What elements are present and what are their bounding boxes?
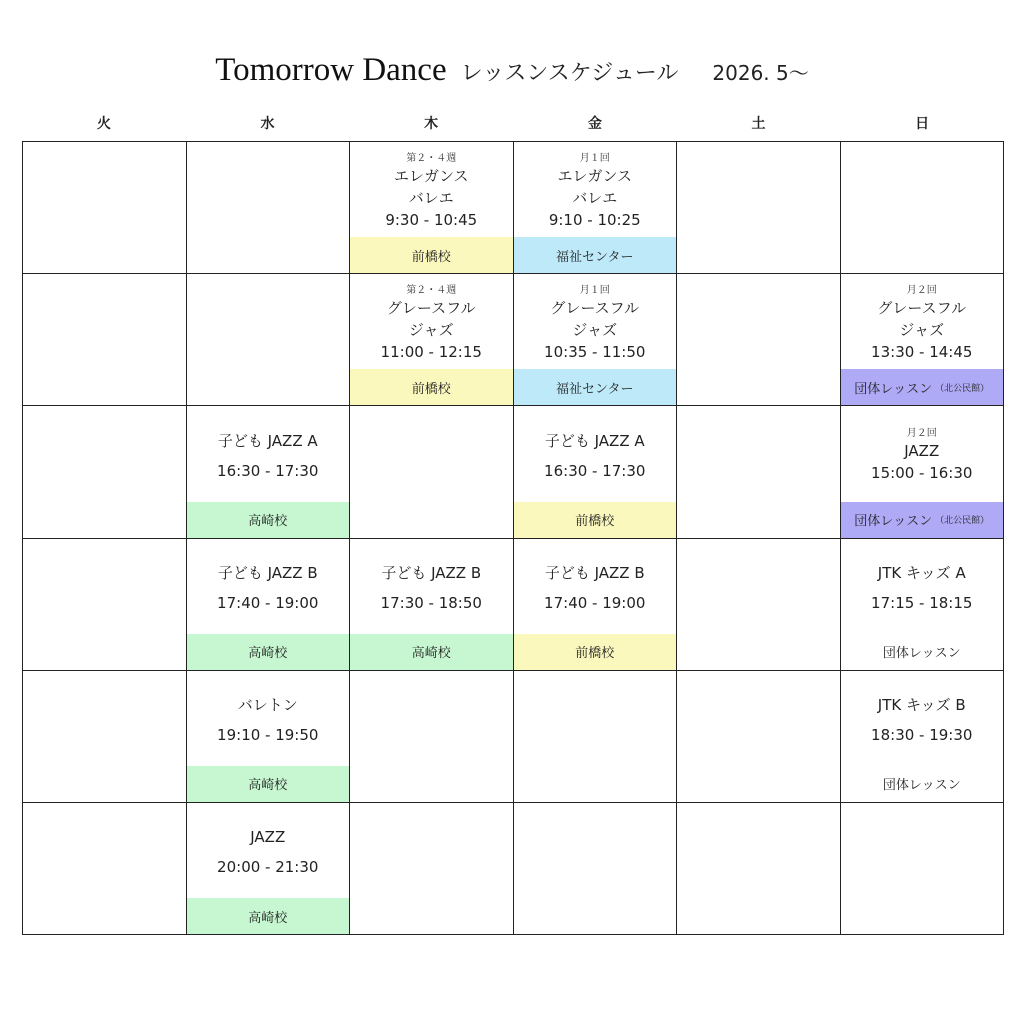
empty-schedule-cell bbox=[677, 671, 841, 803]
empty-schedule-cell bbox=[677, 539, 841, 671]
schedule-cell bbox=[187, 539, 351, 671]
location-label: 前橋校 bbox=[411, 249, 451, 265]
schedule-label: レッスンスケジュール bbox=[460, 61, 679, 86]
day-header-sun: 日 bbox=[915, 116, 930, 132]
empty-schedule-cell bbox=[23, 274, 187, 406]
lesson-name: 子ども JAZZ A bbox=[217, 431, 318, 450]
schedule-cell bbox=[514, 142, 678, 274]
schedule-cell bbox=[514, 274, 678, 406]
empty-schedule-cell bbox=[23, 803, 187, 935]
lesson-name: JAZZ bbox=[904, 441, 940, 460]
lesson-info bbox=[187, 803, 350, 898]
schedule-cell bbox=[514, 406, 678, 538]
lesson-name: ジャズ bbox=[572, 320, 618, 339]
effective-date: 2026. 5～ bbox=[712, 61, 809, 85]
lesson-location bbox=[187, 898, 350, 934]
lesson-name: 子ども JAZZ B bbox=[381, 564, 482, 583]
lesson-location bbox=[350, 369, 513, 405]
location-label: 高崎校 bbox=[411, 646, 451, 662]
schedule-cell bbox=[841, 671, 1005, 803]
schedule-grid bbox=[22, 141, 1004, 935]
lesson-frequency-note: 第２・４週 bbox=[406, 152, 457, 164]
lesson-name: JTK キッズ B bbox=[877, 696, 966, 715]
empty-schedule-cell bbox=[350, 671, 514, 803]
lesson-frequency-note: 第２・４週 bbox=[406, 284, 457, 296]
lesson-info bbox=[187, 671, 350, 766]
lesson-location bbox=[841, 369, 1004, 405]
empty-schedule-cell bbox=[841, 142, 1005, 274]
studio-name: Tomorrow Dance bbox=[215, 52, 447, 88]
lesson-time: 20:00 - 21:30 bbox=[217, 858, 319, 877]
lesson-location bbox=[187, 766, 350, 802]
empty-schedule-cell bbox=[677, 274, 841, 406]
schedule-cell bbox=[350, 539, 514, 671]
lesson-location bbox=[841, 634, 1004, 670]
location-label: 団体レッスン bbox=[882, 778, 961, 794]
schedule-title bbox=[0, 52, 1024, 92]
lesson-info bbox=[350, 142, 513, 237]
lesson-time: 11:00 - 12:15 bbox=[380, 342, 482, 361]
empty-schedule-cell bbox=[23, 539, 187, 671]
lesson-location bbox=[514, 502, 677, 538]
lesson-info bbox=[514, 142, 677, 237]
lesson-name: バレエ bbox=[572, 188, 618, 207]
empty-schedule-cell bbox=[677, 803, 841, 935]
empty-schedule-cell bbox=[23, 671, 187, 803]
location-detail: （北公民館） bbox=[935, 516, 990, 526]
lesson-name: ジャズ bbox=[899, 320, 945, 339]
location-label: 高崎校 bbox=[248, 910, 288, 926]
empty-schedule-cell bbox=[677, 142, 841, 274]
lesson-name: グレースフル bbox=[550, 298, 640, 317]
schedule-cell bbox=[187, 406, 351, 538]
lesson-location bbox=[841, 766, 1004, 802]
lesson-frequency-note: 月１回 bbox=[579, 284, 610, 296]
empty-schedule-cell bbox=[350, 406, 514, 538]
schedule-cell bbox=[350, 142, 514, 274]
empty-schedule-cell bbox=[350, 803, 514, 935]
lesson-name: ジャズ bbox=[408, 320, 454, 339]
lesson-name: バレエ bbox=[408, 188, 454, 207]
lesson-info bbox=[841, 406, 1004, 501]
lesson-info bbox=[841, 671, 1004, 766]
lesson-time: 13:30 - 14:45 bbox=[871, 342, 973, 361]
location-label: 福祉センター bbox=[556, 249, 634, 265]
day-header-tue: 火 bbox=[96, 116, 111, 132]
empty-schedule-cell bbox=[514, 803, 678, 935]
lesson-name: 子ども JAZZ A bbox=[544, 431, 645, 450]
location-label: 団体レッスン bbox=[854, 514, 933, 529]
lesson-location bbox=[350, 237, 513, 273]
lesson-frequency-note: 月２回 bbox=[906, 284, 937, 296]
lesson-time: 19:10 - 19:50 bbox=[217, 726, 319, 745]
weekday-header-row bbox=[22, 112, 1004, 136]
lesson-time: 16:30 - 17:30 bbox=[544, 461, 646, 480]
lesson-location bbox=[187, 634, 350, 670]
lesson-name: グレースフル bbox=[386, 298, 476, 317]
day-header-fri: 金 bbox=[587, 116, 602, 132]
schedule-cell bbox=[841, 406, 1005, 538]
lesson-location bbox=[514, 237, 677, 273]
lesson-info bbox=[514, 274, 677, 369]
lesson-location bbox=[514, 369, 677, 405]
location-label: 前橋校 bbox=[411, 381, 451, 397]
lesson-time: 16:30 - 17:30 bbox=[217, 461, 319, 480]
empty-schedule-cell bbox=[187, 142, 351, 274]
lesson-info bbox=[187, 539, 350, 634]
location-label: 高崎校 bbox=[248, 778, 288, 794]
lesson-location bbox=[350, 634, 513, 670]
lesson-name: エレガンス bbox=[557, 166, 633, 185]
location-label: 団体レッスン bbox=[882, 646, 961, 662]
lesson-time: 9:10 - 10:25 bbox=[548, 210, 641, 229]
lesson-name: バレトン bbox=[237, 696, 298, 715]
schedule-cell bbox=[841, 539, 1005, 671]
empty-schedule-cell bbox=[187, 274, 351, 406]
lesson-location bbox=[187, 502, 350, 538]
lesson-info bbox=[841, 539, 1004, 634]
lesson-info bbox=[350, 274, 513, 369]
schedule-cell bbox=[841, 274, 1005, 406]
lesson-time: 18:30 - 19:30 bbox=[871, 726, 973, 745]
schedule-cell bbox=[187, 671, 351, 803]
schedule-cell bbox=[350, 274, 514, 406]
lesson-name: 子ども JAZZ B bbox=[544, 564, 645, 583]
empty-schedule-cell bbox=[841, 803, 1005, 935]
lesson-time: 17:30 - 18:50 bbox=[380, 594, 482, 613]
location-detail: （北公民館） bbox=[935, 383, 990, 394]
day-header-sat: 土 bbox=[751, 116, 766, 132]
lesson-time: 9:30 - 10:45 bbox=[385, 210, 478, 229]
location-label: 高崎校 bbox=[248, 514, 288, 529]
lesson-info bbox=[350, 539, 513, 634]
empty-schedule-cell bbox=[23, 142, 187, 274]
lesson-info bbox=[514, 539, 677, 634]
lesson-name: グレースフル bbox=[877, 298, 967, 317]
day-header-wed: 水 bbox=[260, 116, 275, 132]
location-label: 高崎校 bbox=[248, 646, 288, 662]
empty-schedule-cell bbox=[514, 671, 678, 803]
empty-schedule-cell bbox=[677, 406, 841, 538]
lesson-time: 17:40 - 19:00 bbox=[544, 594, 646, 613]
lesson-info bbox=[514, 406, 677, 501]
lesson-info bbox=[187, 406, 350, 501]
lesson-time: 17:40 - 19:00 bbox=[217, 594, 319, 613]
lesson-time: 17:15 - 18:15 bbox=[871, 594, 973, 613]
lesson-time: 10:35 - 11:50 bbox=[544, 342, 646, 361]
location-label: 福祉センター bbox=[556, 381, 634, 397]
day-header-thu: 木 bbox=[424, 116, 439, 132]
lesson-info bbox=[841, 274, 1004, 369]
schedule-cell bbox=[514, 539, 678, 671]
lesson-frequency-note: 月１回 bbox=[579, 152, 610, 164]
lesson-location bbox=[841, 502, 1004, 538]
empty-schedule-cell bbox=[23, 406, 187, 538]
location-label: 団体レッスン bbox=[854, 381, 933, 397]
lesson-name: 子ども JAZZ B bbox=[217, 564, 318, 583]
lesson-name: エレガンス bbox=[393, 166, 469, 185]
lesson-name: JTK キッズ A bbox=[877, 564, 966, 583]
location-label: 前橋校 bbox=[575, 646, 615, 662]
lesson-frequency-note: 月２回 bbox=[906, 427, 937, 439]
location-label: 前橋校 bbox=[575, 514, 615, 529]
schedule-cell bbox=[187, 803, 351, 935]
lesson-time: 15:00 - 16:30 bbox=[871, 463, 973, 482]
lesson-name: JAZZ bbox=[250, 828, 286, 847]
lesson-location bbox=[514, 634, 677, 670]
